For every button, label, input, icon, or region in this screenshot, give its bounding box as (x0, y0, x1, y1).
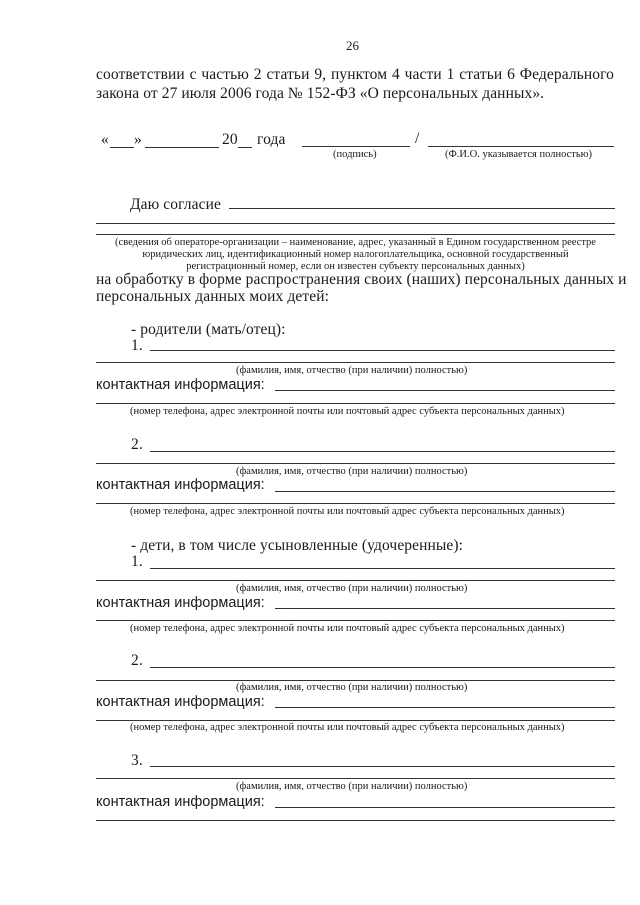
entry-number: 2. (131, 436, 143, 453)
contact-line[interactable] (275, 707, 615, 708)
contact-line[interactable] (275, 390, 615, 391)
entry-number: 1. (131, 553, 143, 570)
year-blank[interactable] (238, 147, 252, 148)
date-open-quote: « (101, 131, 109, 148)
slash: / (415, 130, 420, 147)
year-suffix: года (257, 131, 286, 148)
contact-label: контактная информация: (96, 595, 265, 611)
contact-line-2[interactable] (96, 720, 615, 721)
fio-line[interactable] (150, 568, 615, 569)
year-prefix: 20 (222, 131, 238, 148)
fio-line-2[interactable] (96, 580, 615, 581)
contact-line-2[interactable] (96, 820, 615, 821)
purpose-line-2: персональных данных моих детей: (96, 288, 329, 305)
entry-number: 2. (131, 652, 143, 669)
fio-line[interactable] (150, 451, 615, 452)
operator-caption (96, 237, 615, 273)
date-close-quote: » (134, 131, 142, 148)
day-blank[interactable] (110, 147, 134, 148)
contact-line[interactable] (275, 491, 615, 492)
contact-line-2[interactable] (96, 503, 615, 504)
month-blank[interactable] (145, 147, 219, 148)
contact-label: контактная информация: (96, 794, 265, 810)
fio-caption: (фамилия, имя, отчество (при наличии) полностью) (236, 466, 468, 477)
fio-line-2[interactable] (96, 680, 615, 681)
children-heading: - дети, в том числе усыновленные (удочеренные): (131, 537, 464, 554)
consent-operator-line-1[interactable] (229, 208, 615, 209)
fio-line-2[interactable] (96, 463, 615, 464)
signature-blank[interactable] (302, 146, 410, 147)
contact-line[interactable] (275, 608, 615, 609)
purpose-line-1: на обработку в форме распространения своих (наших) персональных данных и (96, 271, 627, 288)
fio-line[interactable] (150, 350, 615, 351)
intro-line-2: закона от 27 июля 2006 года № 152-ФЗ «О персональных данных». (96, 85, 545, 102)
fio-line-2[interactable] (96, 362, 615, 363)
fio-caption: (фамилия, имя, отчество (при наличии) полностью) (236, 365, 468, 376)
entry-number: 3. (131, 752, 143, 769)
operator-caption-line-3: регистрационный номер, если он известен субъекту персональных данных) (186, 261, 525, 272)
contact-caption: (номер телефона, адрес электронной почты или почтовый адрес субъекта персональных данных) (130, 623, 565, 634)
operator-caption-line-1: (сведения об операторе-организации – наименование, адрес, указанный в Едином государственном реестре (115, 237, 596, 248)
consent-operator-line-2[interactable] (96, 223, 615, 224)
entry-number: 1. (131, 337, 143, 354)
fio-caption: (фамилия, имя, отчество (при наличии) полностью) (236, 682, 468, 693)
contact-label: контактная информация: (96, 477, 265, 493)
contact-line-2[interactable] (96, 403, 615, 404)
signature-caption: (подпись) (333, 149, 377, 160)
operator-caption-line-2: юридических лиц, идентификационный номер налогоплательщика, основной государственный (142, 249, 569, 260)
fio-caption: (фамилия, имя, отчество (при наличии) полностью) (236, 583, 468, 594)
fio-line[interactable] (150, 667, 615, 668)
consent-operator-line-3[interactable] (96, 234, 615, 235)
fio-line-2[interactable] (96, 778, 615, 779)
fio-caption: (фамилия, имя, отчество (при наличии) полностью) (236, 781, 468, 792)
contact-caption: (номер телефона, адрес электронной почты или почтовый адрес субъекта персональных данных) (130, 722, 565, 733)
fio-caption: (Ф.И.О. указывается полностью) (445, 149, 592, 160)
fio-line[interactable] (150, 766, 615, 767)
consent-label: Даю согласие (130, 196, 221, 213)
contact-line[interactable] (275, 807, 615, 808)
page-number: 26 (346, 38, 359, 53)
contact-caption: (номер телефона, адрес электронной почты или почтовый адрес субъекта персональных данных) (130, 406, 565, 417)
contact-label: контактная информация: (96, 377, 265, 393)
intro-line-1: соответствии с частью 2 статьи 9, пунктом 4 части 1 статьи 6 Федерального (96, 66, 614, 83)
contact-line-2[interactable] (96, 620, 615, 621)
contact-label: контактная информация: (96, 694, 265, 710)
contact-caption: (номер телефона, адрес электронной почты или почтовый адрес субъекта персональных данных) (130, 506, 565, 517)
parents-heading: - родители (мать/отец): (131, 321, 286, 338)
fio-blank[interactable] (428, 146, 614, 147)
